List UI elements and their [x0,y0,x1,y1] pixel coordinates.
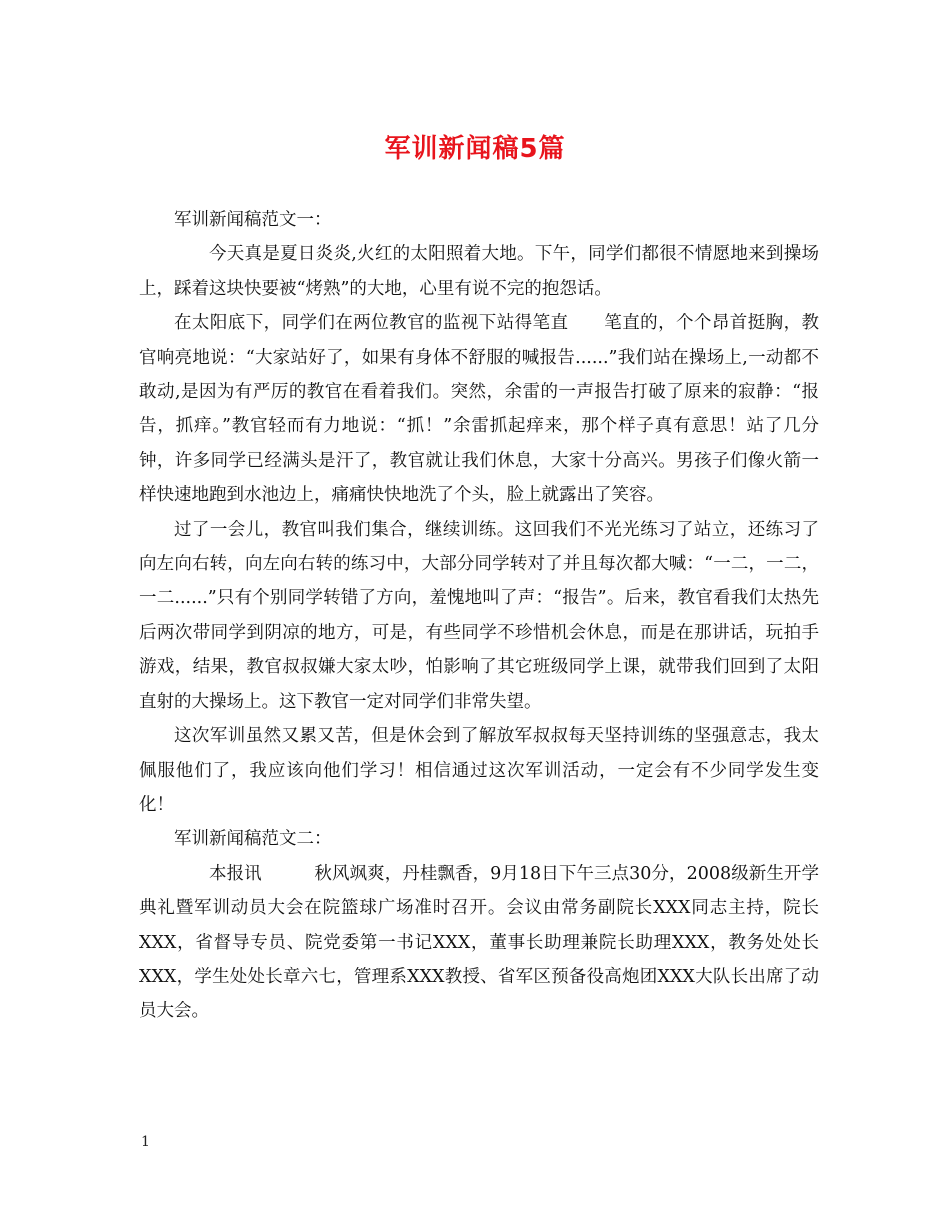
document-body [139,203,819,1029]
paragraph-4: 这次军训虽然又累又苦，但是休会到了解放军叔叔每天坚持训练的坚强意志，我太佩服他们了，我应该向他们学习！相信通过这次军训活动，一定会有不少同学发生变化！ [139,726,819,815]
section-heading-1: 军训新闻稿范文一： [174,210,332,230]
paragraph-1: 今天真是夏日炎炎,火红的太阳照着大地。下午，同学们都很不情愿地来到操场上，踩着这块快要被“烤熟”的大地，心里有说不完的抱怨话。 [139,244,819,299]
page-number: 1 [141,1134,150,1150]
paragraph-3: 过了一会儿，教官叫我们集合，继续训练。这回我们不光光练习了站立，还练习了向左向右转，向左向右转的练习中，大部分同学转对了并且每次都大喊：“一二，一二，一二......”只有个别同学转错了方向，羞愧地叫了声：“报告”。后来，教官看我们太热先后两次带同学到阴凉的地方，可是，有些同学不珍惜机会休息，而是在那讲话，玩拍手游戏，结果，教官叔叔嫌大家太吵，怕影响了其它班级同学上课，就带我们回到了太阳直射的大操场上。这下教官一定对同学们非常失望。 [139,519,819,712]
paragraph-5: 本报讯 秋风飒爽，丹桂飘香，9月18日下午三点30分，2008级新生开学典礼暨军训动员大会在院篮球广场准时召开。会议由常务副院长XXX同志主持，院长XXX，省督导专员、院党委第一书记XXX，董事长助理兼院长助理XXX，教务处处长XXX，学生处处长章六七，管理系XXX教授、省军区预备役高炮团XXX大队长出席了动员大会。 [139,863,819,1022]
paragraph-2: 在太阳底下，同学们在两位教官的监视下站得笔直 笔直的，个个昂首挺胸，教官响亮地说：“大家站好了，如果有身体不舒服的喊报告......”我们站在操场上,一动都不敢动,是因为有严厉的教官在看着我们。突然，余雷的一声报告打破了原来的寂静：“报告，抓痒。”教官轻而有力地说：“抓！”余雷抓起痒来，那个样子真有意思！站了几分钟，许多同学已经满头是汗了，教官就让我们休息，大家十分高兴。男孩子们像火箭一样快速地跑到水池边上，痛痛快快地洗了个头，脸上就露出了笑容。 [139,313,819,506]
section-heading-2: 军训新闻稿范文二： [174,829,332,850]
document-title: 军训新闻稿5篇 [384,134,566,164]
